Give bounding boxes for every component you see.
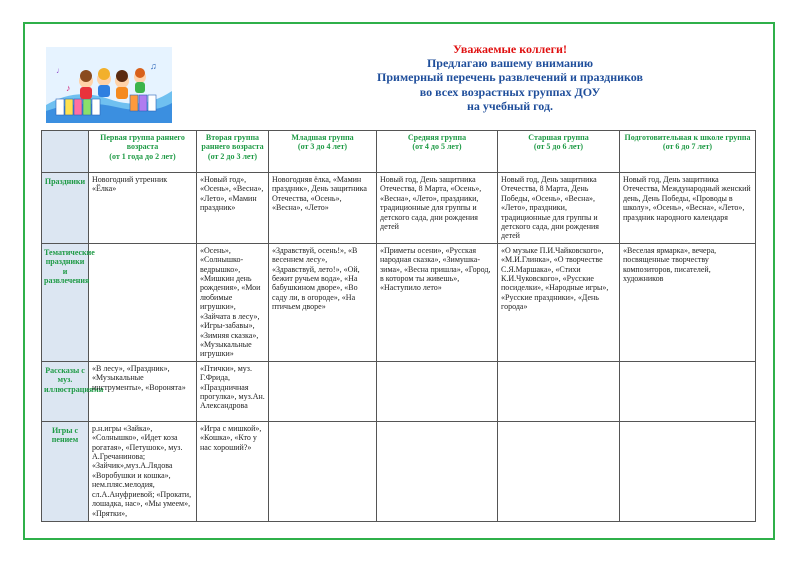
table-cell: р.н.игры «Зайка», «Солнышко», «Идет коза рогатая», «Петушок», муз. А.Гречанинова; «Зайчик»,муз.А.Лядова «Воробушки и кошка», нем.пляс.мелодия, сл.А.Ануфриевой; «Прокати, лошадка, нас», «Мы умеем», «Прятки», [89,421,197,521]
table-cell: «Игра с мишкой», «Кошка», «Кто у нас хороший?» [197,421,269,521]
table-cell: Новый год, День защитника Отечества, Международный женский день, День Победы, «Проводы в школу», «Осень», «Весна», «Лето», праздник народного календаря [620,173,756,244]
table-cell [89,243,197,361]
table-cell [377,361,498,421]
table-cell: «Птички», муз. Г.Фрида, «Праздничная прогулка», муз.Ан. Александрова [197,361,269,421]
table-cell: «Осень», «Солнышко-ведрышко», «Мишкин день рождения», «Мои любимые игрушки», «Зайчата в лесу», «Игры-забавы», «Зимняя сказка», «Музыкальные игрушки» [197,243,269,361]
table-cell: «Здравствуй, осень!», «В весеннем лесу», «Здравствуй, лето!», «Ой, бежит ручьем вода», «На бабушкином дворе», «Во саду ли, в огороде», «На птичьем дворе» [269,243,377,361]
table-row [42,361,756,421]
column-header: Средняя группа (от 4 до 5 лет) [377,131,498,173]
row-header: Игры с пением [42,421,89,521]
greeting-line: Уважаемые коллеги! [453,42,567,56]
table-cell [498,361,620,421]
table-row [42,243,756,361]
heading-line-2: Предлагаю вашему вниманию [426,56,594,71]
table-cell: «О музыке П.И.Чайковского», «М.И.Глинка», «О творчестве С.Я.Маршака», «Стихи К.И.Чуковского», «Русские посиделки», «Народные игры», «Русские праздники», «День города» [498,243,620,361]
table-cell: «В лесу», «Праздник», «Музыкальные инструменты», «Воронята» [89,361,197,421]
table-cell: «Веселая ярмарка», вечера, посвященные творчеству композиторов, писателей, художников [620,243,756,361]
column-header: Первая группа раннего возраста (от 1 года до 2 лет) [89,131,197,173]
row-header: Рассказы с муз. иллюстрациями [42,361,89,421]
table-cell [498,421,620,521]
music-children-icon [46,47,172,123]
svg-text:♪: ♪ [66,83,71,93]
table-cell: «Новый год», «Осень», «Весна», «Лето», «Мамин праздник» [197,173,269,244]
table-cell: «Приметы осени», «Русская народная сказка», «Зимушка-зима», «Весна пришла», «Город, в котором ты живешь», «Наступило лето» [377,243,498,361]
page-heading [270,42,750,113]
table-cell [269,421,377,521]
logo-image [46,47,172,123]
table-cell: Новый год, День защитника Отечества, 8 Марта, День Победы, «Осень», «Весна», «Лето», праздники, традиционные для группы и детского сада, дни рождения детей [498,173,620,244]
heading-line-5: на учебный год. [466,98,554,113]
table-corner-cell [42,131,89,173]
table-row [42,173,756,244]
heading-line-3: Примерный перечень развлечений и праздников [377,70,643,85]
table-cell [269,361,377,421]
heading-line-4: во всех возрастных группах ДОУ [419,84,601,99]
table-cell [377,421,498,521]
table-cell: Новогодний утренник «Ёлка» [89,173,197,244]
column-header: Старшая группа (от 5 до 6 лет) [498,131,620,173]
entertainment-table [41,130,756,522]
table-cell [620,421,756,521]
column-header: Вторая группа раннего возраста (от 2 до 3 лет) [197,131,269,173]
table-row [42,421,756,521]
svg-text:♫: ♫ [150,61,157,71]
column-header: Младшая группа (от 3 до 4 лет) [269,131,377,173]
row-header: Тематические праздники и развлечения [42,243,89,361]
table-header-row [42,131,756,173]
table-cell [620,361,756,421]
row-header: Праздники [42,173,89,244]
table-cell: Новогодняя ёлка, «Мамин праздник», День защитника Отечества, «Осень», «Весна», «Лето» [269,173,377,244]
table-cell: Новый год, День защитника Отечества, 8 Марта, «Осень», «Весна», «Лето», праздники, традиционные для группы и детского сада, дни рождения детей [377,173,498,244]
column-header: Подготовительная к школе группа (от 6 до 7 лет) [620,131,756,173]
svg-text:♩: ♩ [56,66,64,75]
